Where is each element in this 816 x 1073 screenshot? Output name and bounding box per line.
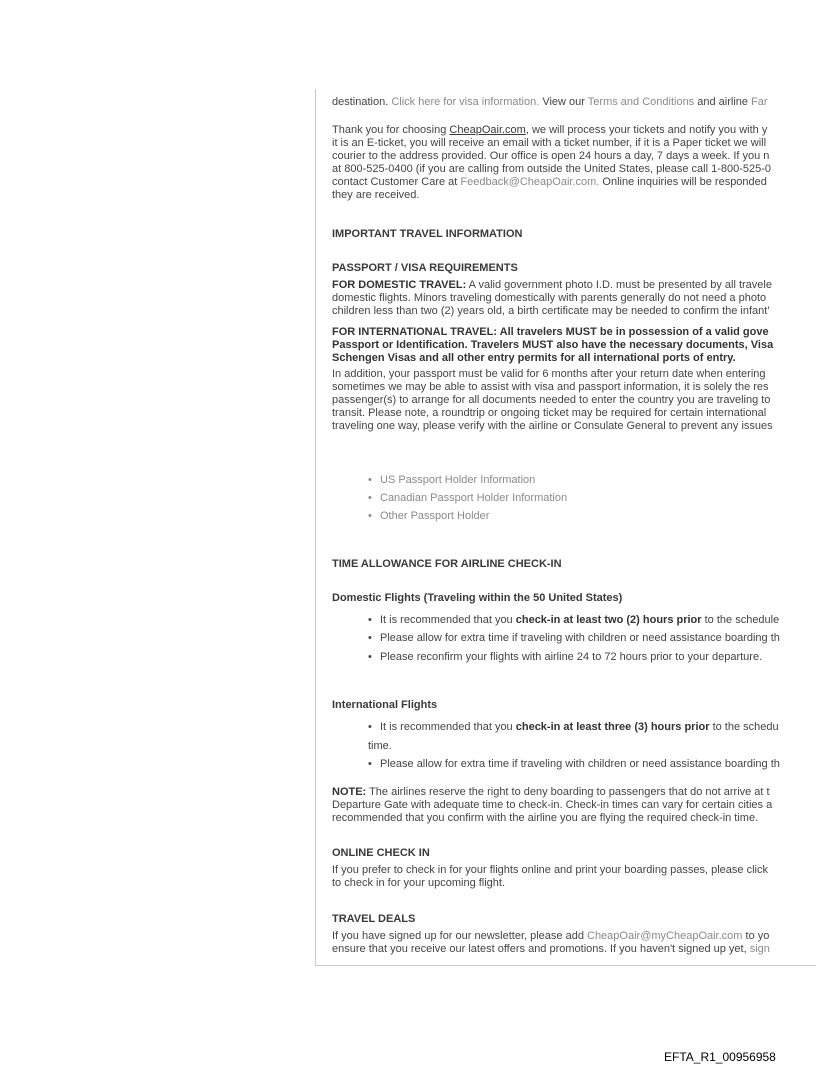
domestic-flights-heading: Domestic Flights (Traveling within the 50 United States)	[332, 592, 623, 604]
international-travel-warning	[332, 326, 816, 365]
online-checkin-line-1: If you prefer to check in for your flights online and print your boarding passes, please click	[332, 864, 768, 876]
document-id-stamp: EFTA_R1_00956958	[664, 1050, 776, 1064]
feedback-email-link[interactable]: Feedback@CheapOair.com.	[460, 176, 600, 188]
domestic-bullet-3-text: Please reconfirm your flights with airline 24 to 72 hours prior to your departure.	[380, 651, 763, 663]
domestic-bullet-1-tail: to the schedule	[701, 614, 780, 626]
thanks-line-4: at 800-525-0400 (if you are calling from outside the United States, please call 1-800-525-0	[332, 163, 772, 175]
visa-info-link[interactable]: Click here for visa information.	[391, 96, 540, 108]
international-line-4: transit. Please note, a roundtrip or ongoing ticket may be required for certain international	[332, 407, 767, 419]
intl-bullet-1-cont	[368, 740, 392, 753]
note-label: NOTE:	[332, 786, 367, 798]
fare-rules-link[interactable]: Far	[751, 96, 768, 108]
intl-bullet-2-text: Please allow for extra time if traveling with children or need assistance boarding th	[380, 758, 780, 770]
important-travel-heading: IMPORTANT TRAVEL INFORMATION	[332, 228, 523, 240]
signup-link[interactable]: sign	[749, 943, 770, 955]
thanks-line-5: contact Customer Care at	[332, 176, 461, 188]
thanks-text-2: , we will process your tickets and notify you with y	[525, 124, 768, 136]
deals-line-1-tail: to yo	[742, 930, 770, 942]
international-warning-1: FOR INTERNATIONAL TRAVEL: All travelers MUST be in possession of a valid gove	[332, 326, 769, 338]
cheapoair-link[interactable]: CheapOair.com	[449, 124, 526, 136]
online-checkin-line-2: to check in for your upcoming flight.	[332, 877, 506, 889]
deals-line-1: If you have signed up for our newsletter, please add	[332, 930, 587, 942]
domestic-line-1: A valid government photo I.D. must be presented by all travele	[466, 279, 772, 291]
domestic-bullet-3: • Please reconfirm your flights with airline 24 to 72 hours prior to your departure.	[368, 651, 763, 663]
thanks-line-3: courier to the address provided. Our office is open 24 hours a day, 7 days a week. If you n	[332, 150, 770, 162]
destination-text: destination.	[332, 96, 392, 108]
thanks-line-6: they are received.	[332, 189, 420, 201]
intl-bullet-2: • Please allow for extra time if traveling with children or need assistance boarding th	[368, 758, 780, 770]
domestic-line-3: children less than two (2) years old, a birth certificate may be needed to confirm the infant'	[332, 305, 770, 317]
other-passport-label[interactable]: Other Passport Holder	[380, 510, 490, 522]
international-flights-heading: International Flights	[332, 699, 438, 711]
view-our-text: View our	[539, 96, 588, 108]
thanks-line-2: it is an E-ticket, you will receive an email with a ticket number, if it is a Paper ticket we will	[332, 137, 767, 149]
intl-bullet-1-text: It is recommended that you	[380, 721, 516, 733]
note-line-2: Departure Gate with adequate time to check-in. Check-in times can vary for certain cities a	[332, 799, 773, 811]
international-warning-2: Passport or Identification. Travelers MUST also have the necessary documents, Visa	[332, 339, 774, 351]
thanks-text-1: Thank you for choosing	[332, 124, 450, 136]
domestic-bullet-1-text: It is recommended that you	[380, 614, 516, 626]
international-line-5: traveling one way, please verify with the airline or Consulate General to prevent any issues	[332, 420, 773, 432]
intl-bullet-1-bold: check-in at least three (3) hours prior	[515, 721, 710, 733]
domestic-bullet-2-text: Please allow for extra time if traveling with children or need assistance boarding th	[380, 632, 780, 644]
domestic-travel-label: FOR DOMESTIC TRAVEL:	[332, 279, 467, 291]
intl-bullet-1-cont-text: time.	[368, 740, 392, 752]
intl-bullet-1: • It is recommended that you check-in at least three (3) hours prior to the schedu	[368, 721, 779, 733]
canadian-passport-label[interactable]: Canadian Passport Holder Information	[380, 492, 568, 504]
deals-line-2: ensure that you receive our latest offers and promotions. If you haven't signed up yet,	[332, 943, 750, 955]
travel-deals-paragraph	[332, 930, 816, 956]
travel-deals-heading: TRAVEL DEALS	[332, 913, 416, 925]
international-line-1: In addition, your passport must be valid for 6 months after your return date when entering	[332, 368, 766, 380]
international-line-2: sometimes we may be able to assist with visa and passport information, it is solely the res	[332, 381, 769, 393]
thank-you-paragraph	[332, 124, 816, 202]
domestic-line-2: domestic flights. Minors traveling domestically with parents generally do not need a photo	[332, 292, 767, 304]
domestic-bullet-1-bold: check-in at least two (2) hours prior	[515, 614, 702, 626]
terms-link[interactable]: Terms and Conditions	[587, 96, 695, 108]
email-document	[315, 89, 816, 966]
us-passport-link[interactable]: • US Passport Holder Information	[368, 474, 536, 486]
note-line-1: The airlines reserve the right to deny boarding to passengers that do not arrive at t	[366, 786, 770, 798]
airline-text: and airline	[694, 96, 752, 108]
online-checkin-heading: ONLINE CHECK IN	[332, 847, 430, 859]
note-paragraph	[332, 786, 816, 825]
note-line-3: recommended that you confirm with the airline you are flying the required check-in time.	[332, 812, 759, 824]
intl-bullet-1-tail: to the schedu	[709, 721, 779, 733]
thanks-line-5b: Online inquiries will be responded	[599, 176, 767, 188]
checkin-allowance-heading: TIME ALLOWANCE FOR AIRLINE CHECK-IN	[332, 558, 562, 570]
passport-visa-heading: PASSPORT / VISA REQUIREMENTS	[332, 262, 518, 274]
domestic-bullet-2: • Please allow for extra time if traveling with children or need assistance boarding th	[368, 632, 780, 644]
international-warning-3: Schengen Visas and all other entry permits for all international ports of entry.	[332, 352, 736, 364]
other-passport-link[interactable]: • Other Passport Holder	[368, 510, 490, 522]
newsletter-email-link[interactable]: CheapOair@myCheapOair.com	[587, 930, 743, 942]
international-line-3: passenger(s) to arrange for all documents needed to enter the country you are traveling to	[332, 394, 771, 406]
international-paragraph	[332, 368, 816, 433]
destination-paragraph	[332, 96, 816, 109]
us-passport-label[interactable]: US Passport Holder Information	[380, 474, 536, 486]
domestic-travel-paragraph	[332, 279, 816, 318]
online-checkin-paragraph	[332, 864, 816, 890]
canadian-passport-link[interactable]: • Canadian Passport Holder Information	[368, 492, 568, 504]
domestic-bullet-1: • It is recommended that you check-in at least two (2) hours prior to the schedule	[368, 614, 780, 626]
